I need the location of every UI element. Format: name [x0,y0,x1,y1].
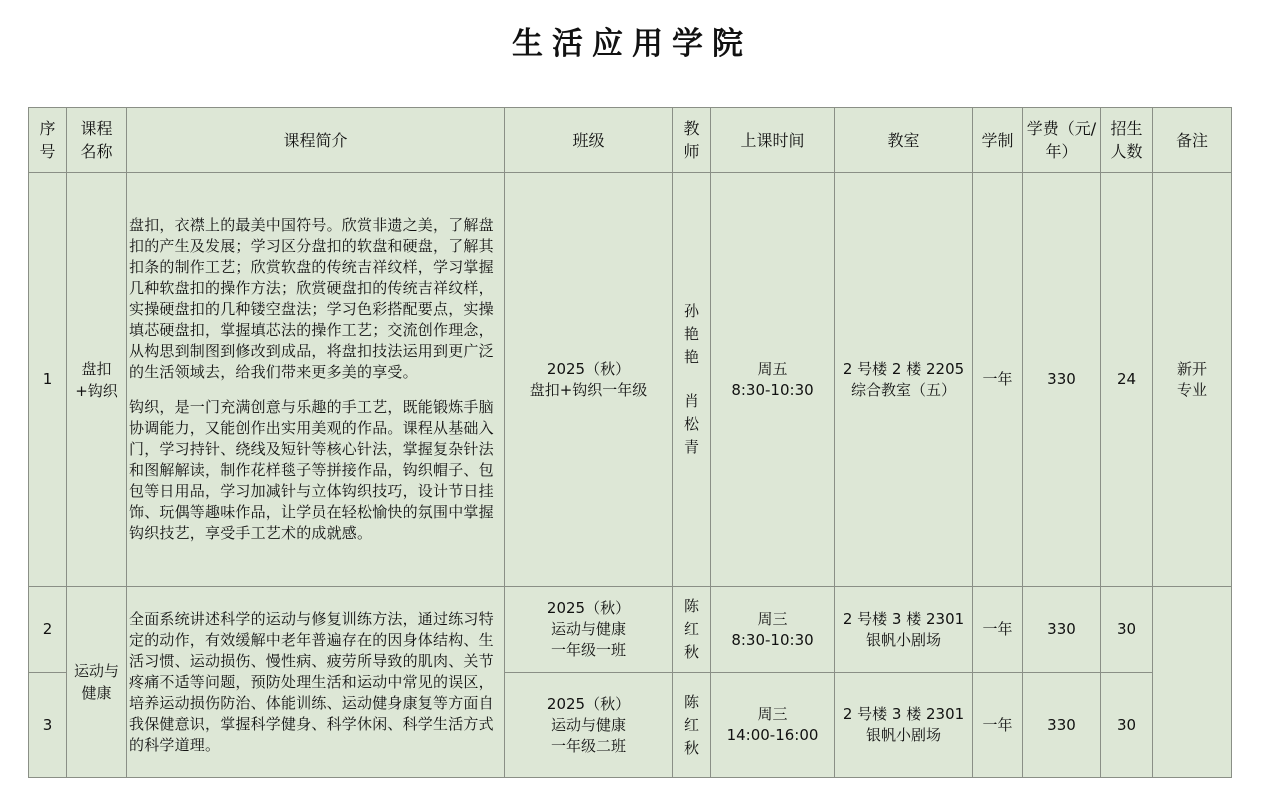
cell-note: 新开 专业 [1153,173,1232,587]
header-time: 上课时间 [711,108,835,173]
cell-no: 3 [29,673,67,778]
cell-intro [127,173,505,587]
cell-teacher [673,173,711,587]
cell-no: 2 [29,587,67,673]
cell-class: 2025（秋） 盘扣+钩织一年级 [505,173,673,587]
header-quota: 招生人数 [1101,108,1153,173]
cell-note [1153,587,1232,778]
cell-no: 1 [29,173,67,587]
cell-time: 周三 8:30-10:30 [711,587,835,673]
intro-paragraph: 钩织，是一门充满创意与乐趣的手工艺，既能锻炼手脑协调能力，又能创作出实用美观的作品。课程从基础入门，学习持针、绕线及短针等核心针法，掌握复杂针法和图解解读，制作花样毯子等拼接作品，钩织帽子、包包等日用品，学习加减针与立体钩织技巧，设计节日挂饰、玩偶等趣味作品，让学员在轻松愉快的氛围中掌握钩织技艺，享受手工艺术的成就感。 [129,398,494,542]
teacher-name: 肖松青 [683,392,699,456]
cell-quota: 30 [1101,673,1153,778]
table-row [29,587,1232,673]
header-no: 序号 [29,108,67,173]
cell-duration: 一年 [973,673,1023,778]
header-intro: 课程简介 [127,108,505,173]
header-note: 备注 [1153,108,1232,173]
header-class: 班级 [505,108,673,173]
intro-paragraph: 盘扣，衣襟上的最美中国符号。欣赏非遗之美，了解盘扣的产生及发展；学习区分盘扣的软盘和硬盘，了解其扣条的制作工艺；欣赏软盘的传统吉祥纹样，学习掌握几种软盘扣的操作方法；欣赏硬盘扣的传统吉祥纹样，实操硬盘扣的几种镂空盘法；学习色彩搭配要点，实操填芯硬盘扣，掌握填芯法的操作工艺；交流创作理念，从构思到制图到修改到成品，将盘扣技法运用到更广泛的生活领域去，给我们带来更多美的享受。 [129,216,494,381]
header-room: 教室 [835,108,973,173]
header-duration: 学制 [973,108,1023,173]
cell-class: 2025（秋） 运动与健康 一年级一班 [505,587,673,673]
cell-fee: 330 [1023,673,1101,778]
cell-name: 盘扣+钩织 [67,173,127,587]
cell-quota: 24 [1101,173,1153,587]
cell-time: 周三 14:00-16:00 [711,673,835,778]
cell-duration: 一年 [973,173,1023,587]
header-fee: 学费（元/年） [1023,108,1101,173]
cell-teacher: 陈红秋 [673,587,711,673]
cell-room: 2 号楼 3 楼 2301 银帆小剧场 [835,673,973,778]
cell-intro: 全面系统讲述科学的运动与修复训练方法，通过练习特定的动作，有效缓解中老年普遍存在的因身体结构、生活习惯、运动损伤、慢性病、疲劳所导致的肌肉、关节疼痛不适等问题，预防处理生活和运动中常见的误区，培养运动损伤防治、体能训练、运动健身康复等方面自我保健意识，掌握科学健身、科学休闲、科学生活方式的科学道理。 [127,587,505,778]
cell-time: 周五 8:30-10:30 [711,173,835,587]
cell-room: 2 号楼 2 楼 2205 综合教室（五） [835,173,973,587]
course-table [28,107,1232,778]
teacher-name: 孙艳艳 [683,302,699,366]
cell-name: 运动与健康 [67,587,127,778]
table-row [29,173,1232,587]
cell-fee: 330 [1023,587,1101,673]
header-teacher: 教师 [673,108,711,173]
header-name: 课程名称 [67,108,127,173]
cell-room: 2 号楼 3 楼 2301 银帆小剧场 [835,587,973,673]
header-row [29,108,1232,173]
page-title: 生活应用学院 [512,26,752,62]
cell-fee: 330 [1023,173,1101,587]
cell-duration: 一年 [973,587,1023,673]
cell-class: 2025（秋） 运动与健康 一年级二班 [505,673,673,778]
cell-teacher: 陈红秋 [673,673,711,778]
cell-quota: 30 [1101,587,1153,673]
